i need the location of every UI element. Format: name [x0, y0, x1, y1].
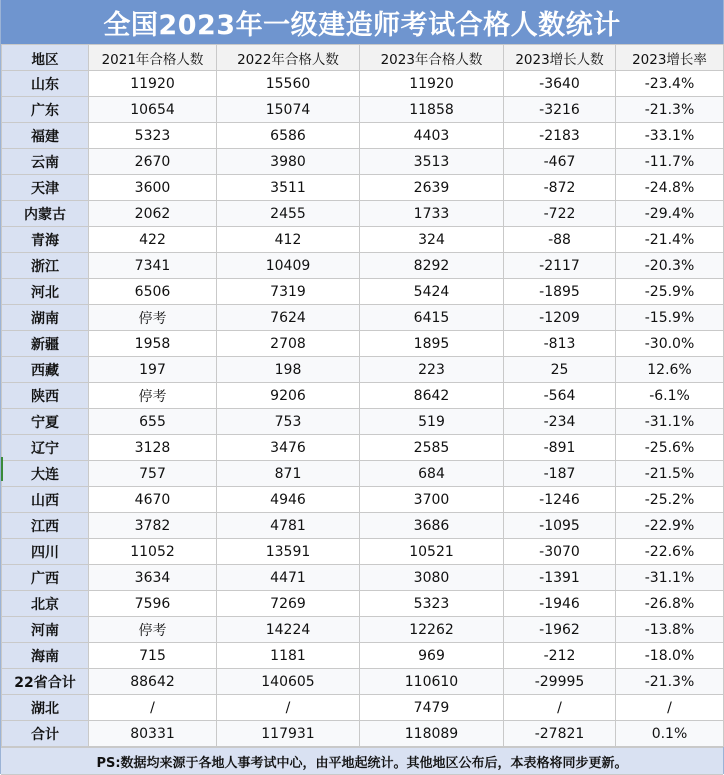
- cell-growth-count: -2183: [504, 123, 616, 149]
- table-row: [2, 227, 724, 253]
- cell-count-2022: 15560: [217, 71, 360, 97]
- cell-growth-count: -722: [504, 201, 616, 227]
- cell-region: 山东: [2, 71, 89, 97]
- table-row: [2, 513, 724, 539]
- cell-region: 22省合计: [2, 669, 89, 695]
- cell-growth-rate: -21.3%: [616, 669, 724, 695]
- cell-growth-count: -891: [504, 435, 616, 461]
- footer-note: PS:数据均来源于各地人事考试中心，由平地起统计。其他地区公布后，本表格将同步更新。: [1, 747, 723, 775]
- cell-region: 江西: [2, 513, 89, 539]
- cell-growth-count: -88: [504, 227, 616, 253]
- cell-count-2023: 6415: [360, 305, 504, 331]
- cell-region: 天津: [2, 175, 89, 201]
- table-row: [2, 175, 724, 201]
- cell-count-2022: 4471: [217, 565, 360, 591]
- cell-region: 湖南: [2, 305, 89, 331]
- cell-count-2023: 223: [360, 357, 504, 383]
- cell-count-2023: 11920: [360, 71, 504, 97]
- table-body: [2, 71, 724, 747]
- cell-count-2023: 969: [360, 643, 504, 669]
- cell-count-2022: 871: [217, 461, 360, 487]
- cell-count-2021: 停考: [89, 617, 217, 643]
- table-row: [2, 669, 724, 695]
- cell-count-2023: 3686: [360, 513, 504, 539]
- cell-count-2021: 1958: [89, 331, 217, 357]
- table-row: [2, 591, 724, 617]
- table-row: [2, 617, 724, 643]
- cell-count-2021: 6506: [89, 279, 217, 305]
- cell-count-2021: 停考: [89, 305, 217, 331]
- cell-count-2021: 4670: [89, 487, 217, 513]
- cell-growth-rate: 12.6%: [616, 357, 724, 383]
- cell-count-2023: 3700: [360, 487, 504, 513]
- cell-region: 四川: [2, 539, 89, 565]
- cell-growth-count: -1962: [504, 617, 616, 643]
- cell-growth-rate: -30.0%: [616, 331, 724, 357]
- cell-growth-count: -1095: [504, 513, 616, 539]
- cell-growth-rate: -29.4%: [616, 201, 724, 227]
- cell-region: 北京: [2, 591, 89, 617]
- cell-count-2023: 7479: [360, 695, 504, 721]
- cell-count-2022: 9206: [217, 383, 360, 409]
- cell-growth-rate: -25.6%: [616, 435, 724, 461]
- cell-region: 大连: [2, 461, 89, 487]
- cell-count-2022: 117931: [217, 721, 360, 747]
- cell-region: 河南: [2, 617, 89, 643]
- cell-growth-rate: -24.8%: [616, 175, 724, 201]
- cell-growth-rate: -22.9%: [616, 513, 724, 539]
- cell-count-2022: 7269: [217, 591, 360, 617]
- cell-region: 河北: [2, 279, 89, 305]
- cell-growth-rate: -6.1%: [616, 383, 724, 409]
- cell-count-2023: 5323: [360, 591, 504, 617]
- cell-growth-count: -2117: [504, 253, 616, 279]
- cell-growth-rate: -26.8%: [616, 591, 724, 617]
- cell-count-2021: 11920: [89, 71, 217, 97]
- cell-region: 西藏: [2, 357, 89, 383]
- table-row: [2, 695, 724, 721]
- cell-growth-count: -3640: [504, 71, 616, 97]
- cell-growth-count: -187: [504, 461, 616, 487]
- cell-growth-count: -3216: [504, 97, 616, 123]
- cell-growth-rate: -20.3%: [616, 253, 724, 279]
- cell-count-2021: 655: [89, 409, 217, 435]
- cell-count-2021: 5323: [89, 123, 217, 149]
- cell-growth-rate: -31.1%: [616, 565, 724, 591]
- cell-count-2023: 324: [360, 227, 504, 253]
- cell-count-2023: 1895: [360, 331, 504, 357]
- cell-count-2021: 422: [89, 227, 217, 253]
- cell-growth-rate: -33.1%: [616, 123, 724, 149]
- cell-count-2023: 10521: [360, 539, 504, 565]
- cell-count-2023: 519: [360, 409, 504, 435]
- cell-growth-count: -234: [504, 409, 616, 435]
- cell-region: 广西: [2, 565, 89, 591]
- cell-growth-rate: -13.8%: [616, 617, 724, 643]
- cell-count-2023: 2585: [360, 435, 504, 461]
- cell-region: 山西: [2, 487, 89, 513]
- cell-region: 广东: [2, 97, 89, 123]
- cell-count-2021: 3128: [89, 435, 217, 461]
- cell-growth-rate: -31.1%: [616, 409, 724, 435]
- cell-count-2023: 2639: [360, 175, 504, 201]
- cell-growth-count: -1246: [504, 487, 616, 513]
- table-row: [2, 123, 724, 149]
- cell-count-2022: 3511: [217, 175, 360, 201]
- cell-region: 浙江: [2, 253, 89, 279]
- table-row: [2, 253, 724, 279]
- cell-region: 陕西: [2, 383, 89, 409]
- cell-count-2023: 4403: [360, 123, 504, 149]
- cell-count-2021: 2670: [89, 149, 217, 175]
- cell-count-2022: 3476: [217, 435, 360, 461]
- cell-growth-count: -3070: [504, 539, 616, 565]
- cell-count-2022: 1181: [217, 643, 360, 669]
- cell-count-2023: 8292: [360, 253, 504, 279]
- page-title: 全国2023年一级建造师考试合格人数统计: [1, 0, 723, 44]
- cell-count-2022: 7319: [217, 279, 360, 305]
- cell-growth-rate: 0.1%: [616, 721, 724, 747]
- cell-region: 福建: [2, 123, 89, 149]
- cell-count-2022: 3980: [217, 149, 360, 175]
- cell-count-2023: 1733: [360, 201, 504, 227]
- cell-growth-rate: -25.2%: [616, 487, 724, 513]
- cell-growth-rate: -18.0%: [616, 643, 724, 669]
- table-row: [2, 357, 724, 383]
- cell-region: 海南: [2, 643, 89, 669]
- table-row: [2, 643, 724, 669]
- header-region: 地区: [2, 45, 89, 71]
- cell-count-2021: 2062: [89, 201, 217, 227]
- cell-count-2023: 684: [360, 461, 504, 487]
- cell-count-2021: 7596: [89, 591, 217, 617]
- cell-count-2022: 4781: [217, 513, 360, 539]
- cell-growth-rate: /: [616, 695, 724, 721]
- table-row: [2, 97, 724, 123]
- cell-growth-rate: -11.7%: [616, 149, 724, 175]
- cell-growth-count: -467: [504, 149, 616, 175]
- cell-region: 云南: [2, 149, 89, 175]
- cell-count-2023: 11858: [360, 97, 504, 123]
- cell-count-2022: /: [217, 695, 360, 721]
- cell-count-2022: 412: [217, 227, 360, 253]
- cell-count-2021: 停考: [89, 383, 217, 409]
- table-row: [2, 71, 724, 97]
- cell-count-2022: 2455: [217, 201, 360, 227]
- table-row: [2, 305, 724, 331]
- table-row: [2, 565, 724, 591]
- header-2023: 2023年合格人数: [360, 45, 504, 71]
- cell-count-2022: 4946: [217, 487, 360, 513]
- cell-count-2021: 757: [89, 461, 217, 487]
- cell-count-2021: 3600: [89, 175, 217, 201]
- cell-growth-rate: -21.5%: [616, 461, 724, 487]
- cell-growth-count: -1895: [504, 279, 616, 305]
- header-2021: 2021年合格人数: [89, 45, 217, 71]
- table-row: [2, 435, 724, 461]
- cell-count-2022: 753: [217, 409, 360, 435]
- header-growth-rate: 2023增长率: [616, 45, 724, 71]
- cell-count-2022: 198: [217, 357, 360, 383]
- cell-growth-count: -564: [504, 383, 616, 409]
- cell-growth-count: -813: [504, 331, 616, 357]
- cell-count-2021: 197: [89, 357, 217, 383]
- cell-region: 内蒙古: [2, 201, 89, 227]
- cell-region: 宁夏: [2, 409, 89, 435]
- cell-growth-rate: -22.6%: [616, 539, 724, 565]
- cell-growth-rate: -15.9%: [616, 305, 724, 331]
- cell-count-2023: 110610: [360, 669, 504, 695]
- cell-count-2021: 3782: [89, 513, 217, 539]
- header-growth-count: 2023增长人数: [504, 45, 616, 71]
- cell-count-2022: 2708: [217, 331, 360, 357]
- cell-region: 辽宁: [2, 435, 89, 461]
- cell-region: 青海: [2, 227, 89, 253]
- cell-region: 新疆: [2, 331, 89, 357]
- cell-growth-count: 25: [504, 357, 616, 383]
- cell-growth-count: -872: [504, 175, 616, 201]
- cell-count-2021: 11052: [89, 539, 217, 565]
- cell-count-2022: 6586: [217, 123, 360, 149]
- cell-growth-count: -27821: [504, 721, 616, 747]
- cell-region: 合计: [2, 721, 89, 747]
- cell-growth-count: -29995: [504, 669, 616, 695]
- cell-count-2021: 10654: [89, 97, 217, 123]
- table-row: [2, 331, 724, 357]
- table-row: [2, 383, 724, 409]
- cell-count-2023: 3513: [360, 149, 504, 175]
- cell-count-2021: /: [89, 695, 217, 721]
- cell-region: 湖北: [2, 695, 89, 721]
- cell-count-2022: 10409: [217, 253, 360, 279]
- cell-count-2023: 5424: [360, 279, 504, 305]
- cell-growth-rate: -21.3%: [616, 97, 724, 123]
- table-header-row: [2, 45, 724, 71]
- cell-count-2022: 14224: [217, 617, 360, 643]
- table-row: [2, 487, 724, 513]
- statistics-table: [1, 44, 724, 747]
- cell-count-2023: 8642: [360, 383, 504, 409]
- cell-growth-rate: -23.4%: [616, 71, 724, 97]
- table-row: [2, 149, 724, 175]
- cell-count-2022: 15074: [217, 97, 360, 123]
- cell-count-2023: 12262: [360, 617, 504, 643]
- table-row: [2, 539, 724, 565]
- table-row: [2, 409, 724, 435]
- table-row: [2, 279, 724, 305]
- cell-count-2021: 80331: [89, 721, 217, 747]
- cell-count-2022: 7624: [217, 305, 360, 331]
- table-row: [2, 201, 724, 227]
- cell-count-2022: 13591: [217, 539, 360, 565]
- cell-growth-count: -212: [504, 643, 616, 669]
- cell-count-2023: 118089: [360, 721, 504, 747]
- cell-count-2021: 3634: [89, 565, 217, 591]
- cell-count-2021: 7341: [89, 253, 217, 279]
- cell-growth-count: -1946: [504, 591, 616, 617]
- cell-growth-count: -1209: [504, 305, 616, 331]
- cell-count-2023: 3080: [360, 565, 504, 591]
- cell-growth-count: -1391: [504, 565, 616, 591]
- cell-growth-rate: -21.4%: [616, 227, 724, 253]
- cell-count-2022: 140605: [217, 669, 360, 695]
- row-selection-marker: [1, 457, 3, 481]
- cell-growth-count: /: [504, 695, 616, 721]
- table-row: [2, 721, 724, 747]
- cell-count-2021: 715: [89, 643, 217, 669]
- table-row: [2, 461, 724, 487]
- cell-count-2021: 88642: [89, 669, 217, 695]
- cell-growth-rate: -25.9%: [616, 279, 724, 305]
- header-2022: 2022年合格人数: [217, 45, 360, 71]
